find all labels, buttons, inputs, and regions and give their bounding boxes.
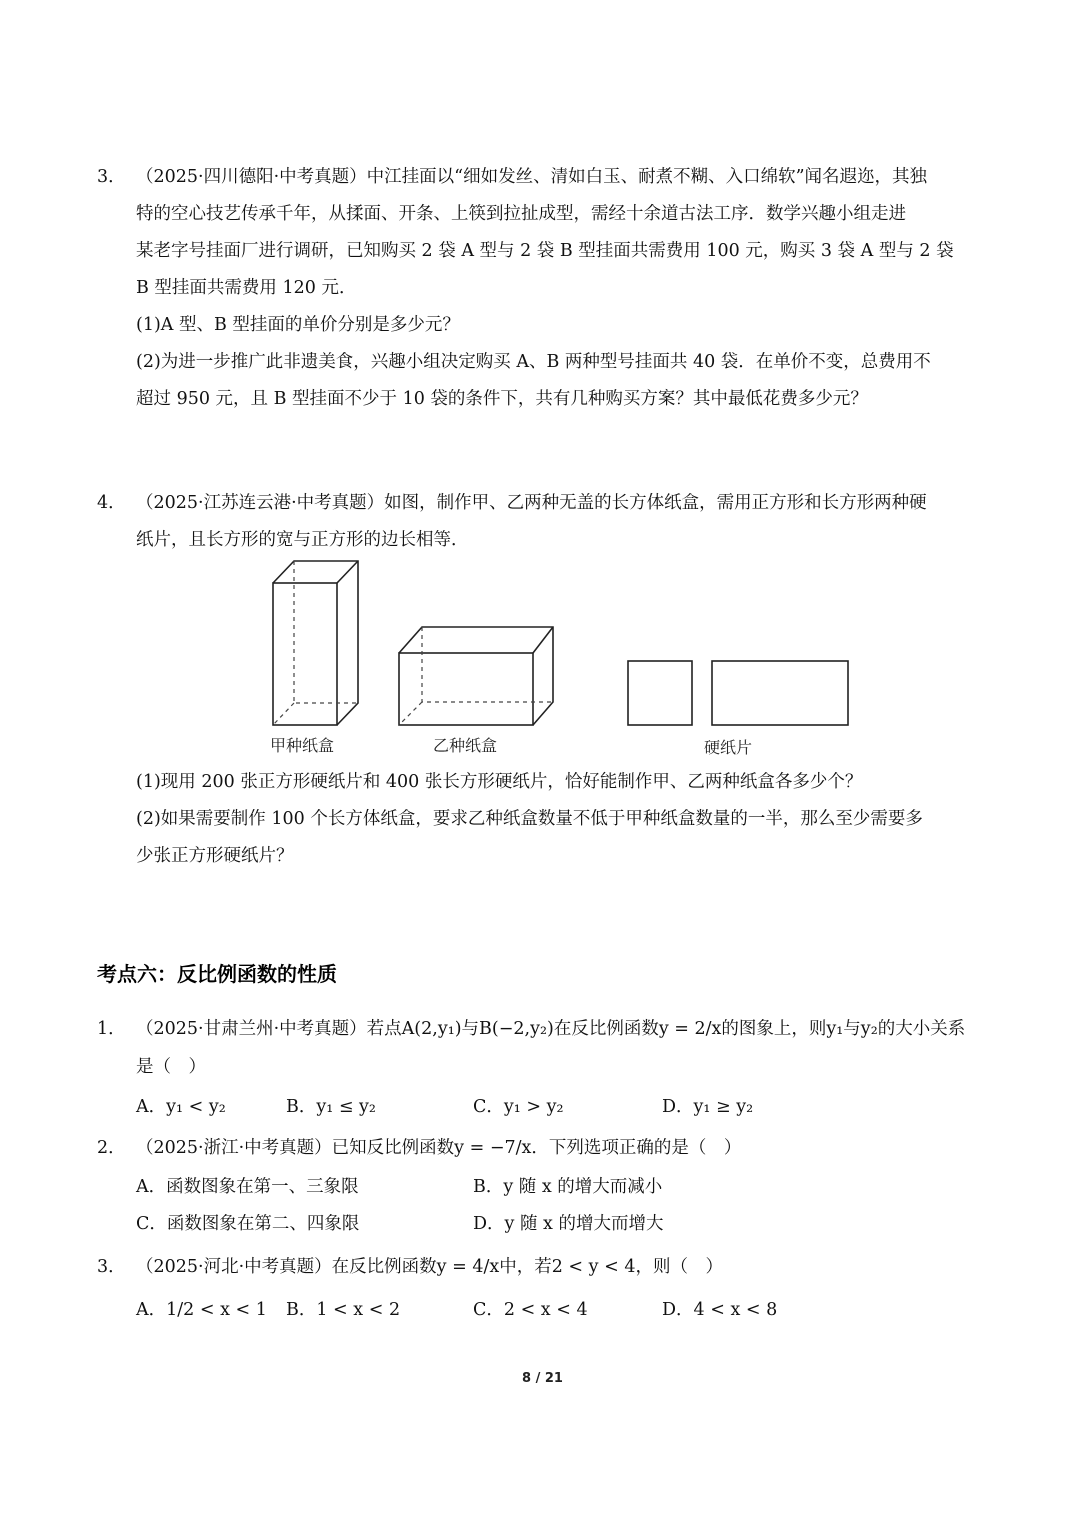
option-d: D．y 随 x 的增大而增大 (473, 1214, 664, 1234)
question-number: 1． (97, 1019, 126, 1039)
box-yi-figure (399, 627, 553, 725)
square-card-figure (628, 661, 692, 725)
question-number: 2． (97, 1138, 126, 1158)
box-figure (0, 0, 1080, 760)
option-a: A．函数图象在第一、三象限 (136, 1177, 359, 1197)
sub-question: (1)A 型、B 型挂面的单价分别是多少元？ (136, 315, 460, 335)
option-d: D．4 < x < 8 (662, 1300, 778, 1320)
figure-caption: 硬纸片 (704, 738, 753, 757)
question-text-line: （2025·甘肃兰州·中考真题）若点A(2,y₁)与B(−2,y₂)在反比例函数y = 2/x的图象上，则y₁与y₂的大小关系 (136, 1019, 966, 1039)
option-b: B．y 随 x 的增大而减小 (473, 1177, 663, 1197)
sub-question: 超过 950 元，且 B 型挂面不少于 10 袋的条件下，共有几种购买方案？其中最低花费多少元？ (136, 389, 868, 409)
box-jia-figure (273, 561, 358, 725)
option-c: C．函数图象在第二、四象限 (136, 1214, 360, 1234)
option-a: A．y₁ < y₂ (136, 1097, 226, 1117)
sub-question: (2)为进一步推广此非遗美食，兴趣小组决定购买 A、B 两种型号挂面共 40 袋．在单价不变，总费用不 (136, 352, 931, 372)
question-text-line: 是（ ） (136, 1057, 206, 1077)
question-text-line: 纸片，且长方形的宽与正方形的边长相等． (136, 530, 469, 550)
section-heading: 考点六：反比例函数的性质 (97, 962, 337, 986)
option-d: D．y₁ ≥ y₂ (662, 1097, 754, 1117)
question-text-line: 某老字号挂面厂进行调研，已知购买 2 袋 A 型与 2 袋 B 型挂面共需费用 100 元，购买 3 袋 A 型与 2 袋 (136, 241, 954, 261)
option-c: C．y₁ > y₂ (473, 1097, 564, 1117)
question-number: 4． (97, 493, 126, 513)
question-text-line: （2025·四川德阳·中考真题）中江挂面以“细如发丝、清如白玉、耐煮不糊、入口绵软”闻名遐迩，其独 (136, 167, 928, 187)
question-text-line: B 型挂面共需费用 120 元． (136, 278, 357, 298)
option-b: B．y₁ ≤ y₂ (286, 1097, 376, 1117)
question-number: 3． (97, 167, 126, 187)
question-text-line: 特的空心技艺传承千年，从揉面、开条、上筷到拉扯成型，需经十余道古法工序．数学兴趣小组走进 (136, 204, 906, 224)
question-text-line: （2025·江苏连云港·中考真题）如图，制作甲、乙两种无盖的长方体纸盒，需用正方形和长方形两种硬 (136, 493, 927, 513)
option-a: A．1/2 < x < 1 (136, 1300, 267, 1320)
sub-question: (1)现用 200 张正方形硬纸片和 400 张长方形硬纸片，恰好能制作甲、乙两种纸盒各多少个？ (136, 772, 863, 792)
question-number: 3． (97, 1257, 126, 1277)
option-c: C．2 < x < 4 (473, 1300, 588, 1320)
sub-question: 少张正方形硬纸片？ (136, 846, 294, 866)
question-text-line: （2025·河北·中考真题）在反比例函数y = 4/x中，若2 < y < 4，则（ ） (136, 1257, 723, 1277)
option-b: B．1 < x < 2 (286, 1300, 401, 1320)
question-text-line: （2025·浙江·中考真题）已知反比例函数y = −7/x．下列选项正确的是（ ） (136, 1138, 742, 1158)
sub-question: (2)如果需要制作 100 个长方体纸盒，要求乙种纸盒数量不低于甲种纸盒数量的一半，那么至少需要多 (136, 809, 923, 829)
figure-caption: 甲种纸盒 (270, 736, 335, 755)
figure-caption: 乙种纸盒 (433, 736, 498, 755)
page-number: 8 / 21 (522, 1371, 563, 1386)
rectangle-card-figure (712, 661, 848, 725)
